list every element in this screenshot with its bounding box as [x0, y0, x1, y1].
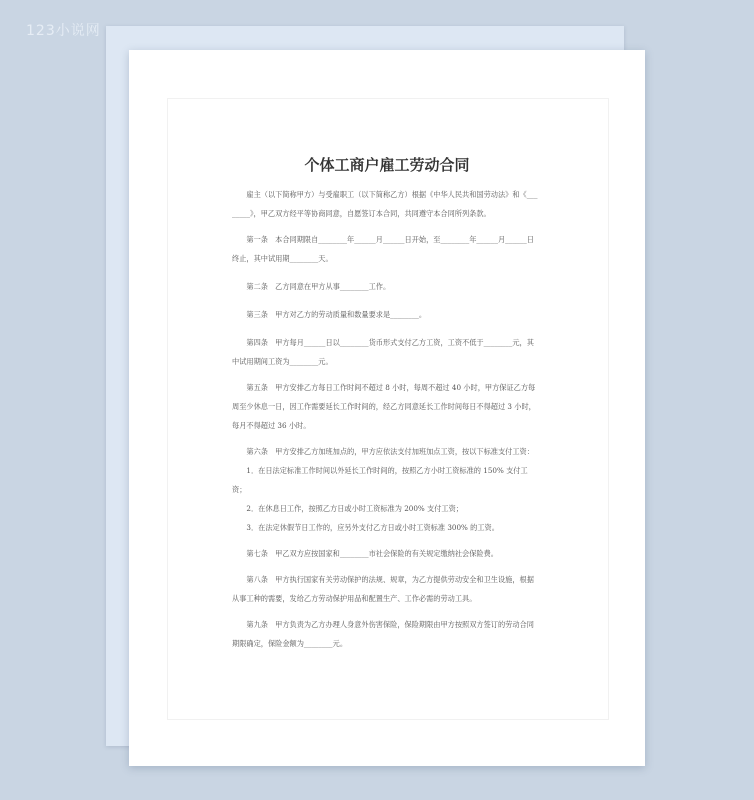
clause-9: 第九条 甲方负责为乙方办理人身意外伤害保险，保险期限由甲方按照双方签订的劳动合同期限确定，保险金额为________元。	[232, 620, 534, 648]
clause-6-item-1: 1．在日法定标准工作时间以外延长工作时间的，按照乙方小时工资标准的 150% 支付工资；	[232, 466, 528, 494]
clause-4: 第四条 甲方每月______日以________货币形式支付乙方工资，工资不低于________元，其中试用期间工资为________元。	[232, 338, 534, 366]
clause-6-item-3: 3．在法定休假节日工作的，应另外支付乙方日或小时工资标准 300% 的工资。	[246, 523, 499, 532]
document-title: 个体工商户雇工劳动合同	[304, 156, 470, 174]
clause-7: 第七条 甲乙双方应按国家和________市社会保险的有关规定缴纳社会保险费。	[246, 549, 498, 558]
clause-3: 第三条 甲方对乙方的劳动质量和数量要求是________。	[246, 310, 427, 319]
clause-6: 第六条 甲方安排乙方加班加点的，甲方应依法支付加班加点工资，按以下标准支付工资：	[246, 447, 534, 456]
clause-6-item-2: 2．在休息日工作，按照乙方日或小时工资标准为 200% 支付工资；	[246, 504, 463, 513]
clause-8: 第八条 甲方执行国家有关劳动保护的法规、规章，为乙方提供劳动安全和卫生设施，根据从事工种的需要，发给乙方劳动保护用品和配置生产、工作必需的劳动工具。	[232, 575, 534, 603]
clause-5: 第五条 甲方安排乙方每日工作时间不超过 8 小时，每周不超过 40 小时，甲方保证乙方每周至少休息一日，因工作需要延长工作时间的，经乙方同意延长工作时间每日不得超过 3 小时，每月不得超过 36 小时。	[232, 383, 536, 430]
preamble-paragraph: 雇主（以下简称甲方）与受雇职工（以下简称乙方）根据《中华人民共和国劳动法》和《________》，甲乙双方经平等协商同意，自愿签订本合同，共同遵守本合同所列条款。	[232, 190, 538, 218]
contract-body	[232, 185, 540, 653]
watermark-logo: 123小说网	[26, 23, 101, 39]
clause-2: 第二条 乙方同意在甲方从事________工作。	[246, 282, 391, 291]
document-page	[129, 50, 645, 766]
clause-1: 第一条 本合同期限自________年______月______日开始，至________年______月______日终止，其中试用期________天。	[232, 235, 534, 263]
